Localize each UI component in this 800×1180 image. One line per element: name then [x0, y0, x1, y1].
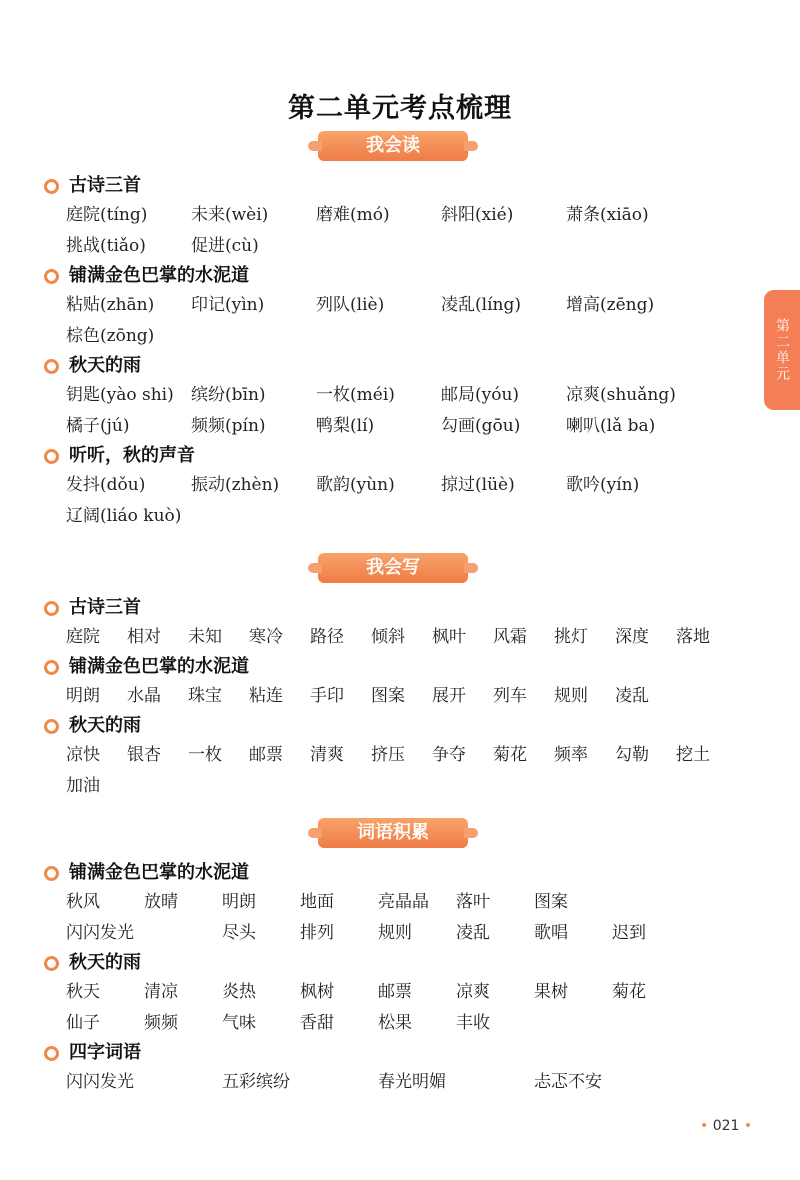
word-grid — [44, 681, 744, 712]
word-item: 一枚 — [188, 745, 222, 765]
word-item: 手印 — [310, 686, 344, 706]
word-item: 歌唱 — [534, 923, 568, 943]
word-item: 磨难(mó) — [316, 205, 390, 225]
word-item: 凌乱(líng) — [441, 295, 521, 315]
word-item: 迟到 — [612, 923, 646, 943]
group-heading-text: 铺满金色巴掌的水泥道 — [69, 862, 249, 883]
ring-bullet-icon — [44, 956, 59, 971]
word-item: 列车 — [493, 686, 527, 706]
word-item: 未来(wèi) — [191, 205, 269, 225]
group-heading-text: 四字词语 — [69, 1042, 141, 1063]
word-grid — [44, 290, 744, 352]
word-item: 规则 — [378, 923, 412, 943]
word-item: 清爽 — [310, 745, 344, 765]
word-item: 发抖(dǒu) — [66, 475, 146, 495]
word-item: 尽头 — [222, 923, 256, 943]
word-item: 闪闪发光 — [66, 923, 134, 943]
word-item: 地面 — [300, 892, 334, 912]
word-item: 明朗 — [222, 892, 256, 912]
word-grid — [44, 470, 744, 532]
word-item: 香甜 — [300, 1013, 334, 1033]
word-item: 珠宝 — [188, 686, 222, 706]
word-item: 水晶 — [127, 686, 161, 706]
word-item: 振动(zhèn) — [191, 475, 280, 495]
word-item: 辽阔(liáo kuò) — [66, 506, 182, 526]
ring-bullet-icon — [44, 719, 59, 734]
word-item: 规则 — [554, 686, 588, 706]
word-item: 凉快 — [66, 745, 100, 765]
word-item: 忐忑不安 — [534, 1072, 602, 1092]
word-item: 排列 — [300, 923, 334, 943]
unit-side-tab: 第二单元 — [764, 290, 800, 410]
group-heading — [44, 653, 744, 681]
word-grid — [44, 740, 744, 802]
banner-read: 我会读 — [318, 131, 468, 161]
word-item: 寒冷 — [249, 627, 283, 647]
section-read — [44, 172, 744, 532]
word-item: 增高(zēng) — [566, 295, 655, 315]
section-accumulate — [44, 859, 744, 1098]
group-heading-text: 秋天的雨 — [69, 952, 141, 973]
word-item: 深度 — [615, 627, 649, 647]
word-item: 亮晶晶 — [378, 892, 429, 912]
word-item: 果树 — [534, 982, 568, 1002]
word-item: 邮票 — [378, 982, 412, 1002]
word-item: 棕色(zōng) — [66, 326, 155, 346]
word-item: 歌韵(yùn) — [316, 475, 395, 495]
ring-bullet-icon — [44, 866, 59, 881]
word-item: 凉爽 — [456, 982, 490, 1002]
word-item: 路径 — [310, 627, 344, 647]
word-item: 加油 — [66, 776, 100, 796]
group-heading — [44, 352, 744, 380]
ring-bullet-icon — [44, 179, 59, 194]
word-item: 秋天 — [66, 982, 100, 1002]
word-item: 春光明媚 — [378, 1072, 446, 1092]
word-item: 勾画(gōu) — [441, 416, 521, 436]
word-item: 印记(yìn) — [191, 295, 265, 315]
word-item: 频频(pín) — [191, 416, 266, 436]
word-item: 菊花 — [493, 745, 527, 765]
word-item: 鸭梨(lí) — [316, 416, 375, 436]
word-item: 展开 — [432, 686, 466, 706]
word-item: 菊花 — [612, 982, 646, 1002]
group-heading — [44, 949, 744, 977]
group-heading-text: 听听，秋的声音 — [69, 445, 195, 466]
group-heading-text: 铺满金色巴掌的水泥道 — [69, 656, 249, 677]
word-item: 秋风 — [66, 892, 100, 912]
word-item: 频率 — [554, 745, 588, 765]
word-item: 争夺 — [432, 745, 466, 765]
word-item: 枫叶 — [432, 627, 466, 647]
group-heading-text: 秋天的雨 — [69, 715, 141, 736]
word-item: 频频 — [144, 1013, 178, 1033]
group-heading — [44, 262, 744, 290]
group-heading — [44, 442, 744, 470]
word-item: 五彩缤纷 — [222, 1072, 290, 1092]
word-item: 粘贴(zhān) — [66, 295, 155, 315]
word-item: 图案 — [534, 892, 568, 912]
ring-bullet-icon — [44, 449, 59, 464]
group-heading — [44, 859, 744, 887]
word-grid — [44, 977, 744, 1039]
ring-bullet-icon — [44, 269, 59, 284]
word-item: 落叶 — [456, 892, 490, 912]
group-heading-text: 铺满金色巴掌的水泥道 — [69, 265, 249, 286]
ring-bullet-icon — [44, 359, 59, 374]
word-item: 凌乱 — [615, 686, 649, 706]
word-item: 挤压 — [371, 745, 405, 765]
group-heading — [44, 172, 744, 200]
word-item: 列队(liè) — [316, 295, 385, 315]
word-item: 松果 — [378, 1013, 412, 1033]
word-item: 丰收 — [456, 1013, 490, 1033]
word-item: 落地 — [676, 627, 710, 647]
word-item: 一枚(méi) — [316, 385, 395, 405]
word-item: 庭院 — [66, 627, 100, 647]
word-grid — [44, 380, 744, 442]
section-write — [44, 594, 744, 802]
word-item: 风霜 — [493, 627, 527, 647]
word-item: 清凉 — [144, 982, 178, 1002]
word-item: 挑战(tiǎo) — [66, 236, 146, 256]
word-item: 明朗 — [66, 686, 100, 706]
group-heading — [44, 594, 744, 622]
ring-bullet-icon — [44, 601, 59, 616]
word-item: 银杏 — [127, 745, 161, 765]
group-heading-text: 古诗三首 — [69, 175, 141, 196]
word-item: 萧条(xiāo) — [566, 205, 649, 225]
word-item: 挖土 — [676, 745, 710, 765]
word-item: 炎热 — [222, 982, 256, 1002]
word-item: 钥匙(yào shi) — [66, 385, 174, 405]
word-item: 邮票 — [249, 745, 283, 765]
banner-write: 我会写 — [318, 553, 468, 583]
word-item: 斜阳(xié) — [441, 205, 514, 225]
word-item: 未知 — [188, 627, 222, 647]
word-grid — [44, 887, 744, 949]
word-grid — [44, 200, 744, 262]
word-item: 挑灯 — [554, 627, 588, 647]
page-title: 第二单元考点梳理 — [288, 93, 512, 124]
group-heading-text: 古诗三首 — [69, 597, 141, 618]
word-item: 歌吟(yín) — [566, 475, 640, 495]
word-item: 放晴 — [144, 892, 178, 912]
word-item: 气味 — [222, 1013, 256, 1033]
page-number: • 021 • — [700, 1118, 753, 1134]
word-item: 凌乱 — [456, 923, 490, 943]
group-heading-text: 秋天的雨 — [69, 355, 141, 376]
group-heading — [44, 712, 744, 740]
word-item: 掠过(lüè) — [441, 475, 515, 495]
word-item: 促进(cù) — [191, 236, 259, 256]
word-item: 橘子(jú) — [66, 416, 130, 436]
word-item: 喇叭(lǎ ba) — [566, 416, 656, 436]
banner-accumulate: 词语积累 — [318, 818, 468, 848]
word-item: 勾勒 — [615, 745, 649, 765]
ring-bullet-icon — [44, 660, 59, 675]
word-item: 邮局(yóu) — [441, 385, 520, 405]
word-item: 闪闪发光 — [66, 1072, 134, 1092]
word-item: 仙子 — [66, 1013, 100, 1033]
word-item: 粘连 — [249, 686, 283, 706]
group-heading — [44, 1039, 744, 1067]
word-item: 缤纷(bīn) — [191, 385, 266, 405]
word-item: 相对 — [127, 627, 161, 647]
word-item: 庭院(tíng) — [66, 205, 148, 225]
word-item: 图案 — [371, 686, 405, 706]
word-grid — [44, 1067, 744, 1098]
word-item: 倾斜 — [371, 627, 405, 647]
word-item: 枫树 — [300, 982, 334, 1002]
ring-bullet-icon — [44, 1046, 59, 1061]
page-number-text: 021 — [712, 1118, 740, 1134]
word-item: 凉爽(shuǎng) — [566, 385, 676, 405]
word-grid — [44, 622, 744, 653]
